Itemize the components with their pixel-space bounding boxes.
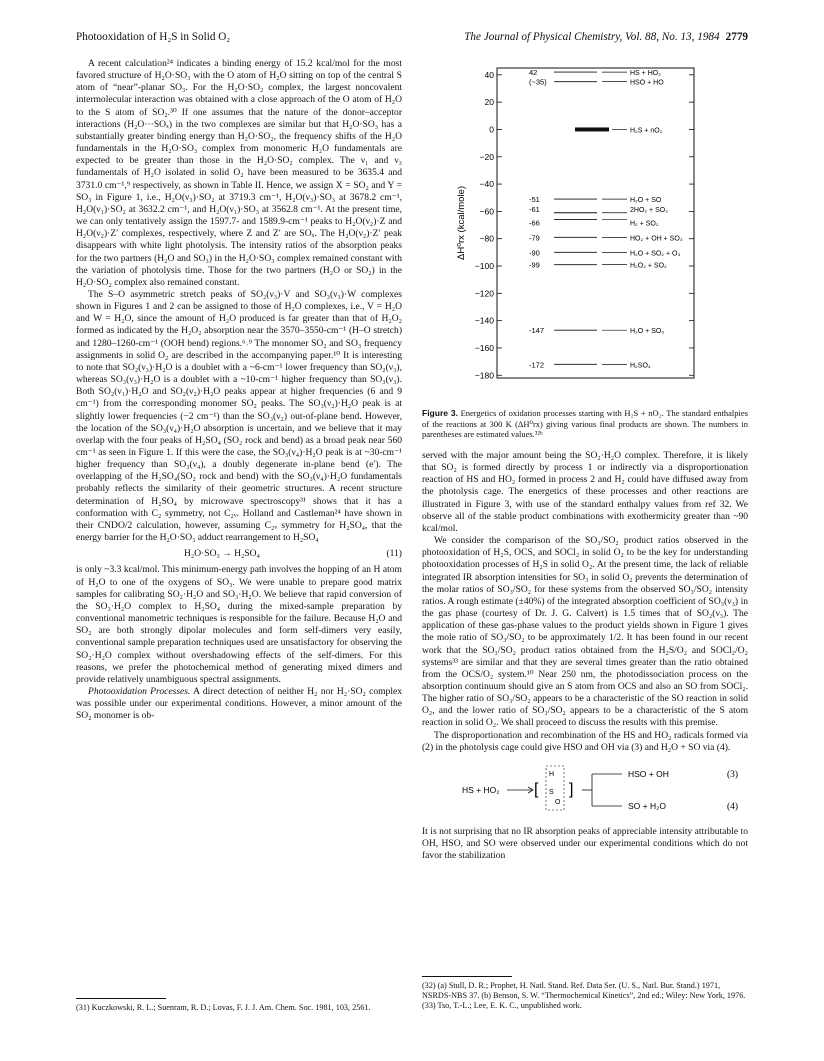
cage-atom: H xyxy=(549,770,555,778)
caption-title: Energetics of oxidation processes starting with H₂S + nO₂. xyxy=(457,408,664,418)
reaction-scheme xyxy=(422,760,748,820)
level-value: -172 xyxy=(529,360,545,370)
y-tick-label: 20 xyxy=(484,97,494,108)
equation-number: (11) xyxy=(386,548,402,560)
journal-citation: The Journal of Physical Chemistry, Vol. 88, No. 13, 1984 xyxy=(464,31,720,43)
level-products: H₂O + SO₃ xyxy=(630,328,665,336)
y-tick-label: −120 xyxy=(474,288,494,299)
product-3: HSO + OH xyxy=(628,768,669,779)
scheme-graphic xyxy=(422,760,748,820)
equation-text: H₂O·SO₃ → H₂SO₄ xyxy=(184,548,260,560)
energy-level-diagram xyxy=(422,58,748,388)
level-value: -90 xyxy=(529,248,540,258)
level-value: -99 xyxy=(529,260,540,270)
level-products: H₂SO₄ xyxy=(630,362,651,370)
footnote-31: (31) Kuczkowski, R. L.; Suenram, R. D.; Lovas, F. J. J. Am. Chem. Soc. 1981, 103, 2561. xyxy=(76,1003,371,1012)
paragraph-text: A direct detection of neither H₂ nor H₂·SO₂ complex was possible under our experimental conditions. However, a minor amount of the SO₂ monomer is ob- xyxy=(76,685,402,722)
y-tick-label: 40 xyxy=(484,69,494,80)
footnote-32: (32) (a) Stull, D. R.; Prophet, H. Natl. Stand. Ref. Data Ser. (U. S., Natl. Bur. Stand.) 1971, NSRDS-NBS 37. (b) Benson, S. W. “Thermochemical Kinetics”, 2nd ed.; Wiley: New York, 1976. xyxy=(422,981,746,1000)
paragraph: is only ~3.3 kcal/mol. This minimum-energy path involves the hopping of an H atom of H₂O to one of the oxygens of SO₃. We were unable to prepare good matrix samples for calibrating SO₂·H₂O and SO₃·H₂O. We believe that rapid conversion of the SO₃·H₂O complex to H₂SO₄ during the mixed-sample preparation by conventional manometric techniques is responsible for the failure. Because H₂O and SO₂ are both strongly dipolar molecules and form self-dimers very easily, conventional sample preparation techniques used are unsatisfactory for observing the SO₂·H₂O complex without overshadowing effects of the self-dimers. For this reasons, we prefer the photochemical method of generating mixed dimers and provide relatively unambiguous spectral assignments. xyxy=(76,564,402,685)
paragraph: served with the major amount being the SO₂·H₂O complex. Therefore, it is likely that SO₂ is formed directly by process 1 or indirectly via a disproportionation reaction of HS and HO₂ formed in process 2 and H₂ could have diffused away from the photolysis cage. The energetics of these processes and other reactions are illustrated in Figure 3, with use of the standard enthalpy values from ref 32. We observe all of the stable product combinations with exothermicity greater than ~90 kcal/mol. xyxy=(422,450,748,534)
y-tick-label: −140 xyxy=(474,315,494,326)
y-tick-label: −180 xyxy=(474,370,494,381)
y-tick-label: −40 xyxy=(479,179,494,190)
page-number: 2779 xyxy=(725,31,748,43)
footnote-rule xyxy=(76,998,166,999)
level-value: (~35) xyxy=(529,77,547,87)
paragraph: The disproportionation and recombination of the HS and HO₂ radicals formed via (2) in the photolysis cage could give HSO and OH via (3) and H₂O + SO via (4). xyxy=(422,729,748,753)
reaction-number-4: (4) xyxy=(727,801,739,812)
cage-atom: O xyxy=(555,798,561,806)
level-products: HO₂ + OH + SO₃ xyxy=(630,235,683,243)
reactant-level xyxy=(575,127,609,131)
left-column xyxy=(76,58,402,722)
y-tick-label: −160 xyxy=(474,342,494,353)
figure-3-caption xyxy=(422,408,748,440)
running-head-left: Photooxidation of H₂S in Solid O₂ xyxy=(76,31,231,43)
y-tick-label: −60 xyxy=(479,206,494,217)
y-tick-label: −80 xyxy=(479,233,494,244)
scheme-reactants: HS + HO₂ xyxy=(462,784,500,795)
level-value: -61 xyxy=(529,204,540,214)
level-value: -51 xyxy=(529,195,540,205)
y-tick-label: 0 xyxy=(489,124,494,135)
level-value: -147 xyxy=(529,326,545,336)
paragraph: A recent calculation²⁴ indicates a binding energy of 15.2 kcal/mol for the most favored structure of H₂O·SO₃ with the O atom of H₂O sitting on top of the central S atom of “near”-planar SO₃. For the H₂O·SO₂ complex, the largest noncovalent intermolecular interaction was obtained with a close approach of the O atom of H₂O to the S atom of SO₂.³⁰ If one assumes that the nature of the donor–acceptor interactions (H₂O···SOₓ) in the two complexes are similar but that H₂O·SO₃ has a substantially greater binding energy than H₂O·SO₂, the frequency shifts of the H₂O fundamentals in the H₂O·SO₃ complex from monomeric H₂O fundamentals are expected to be greater than those in the H₂O·SO₂ complex. The ν₁ and ν₃ fundamentals of H₂O isolated in solid O₂ have been measured to be 3635.4 and 3731.0 cm⁻¹,⁹ respectively, as shown in Table II. Hence, we assign X = SO₂ and Y = SO₃ in Figure 1, i.e., H₂O(ν₃)·SO₂ at 3719.3 cm⁻¹, H₂O(ν₃)·SO₃ at 3678.2 cm⁻¹, H₂O(ν₁)·SO₂ at 3632.2 cm⁻¹, and H₂O(ν₁)·SO₃ at 3562.8 cm⁻¹. At the present time, we can only tentatively assign the 1597.7- and 1589.9-cm⁻¹ peaks to H₂O(ν₂)·Z and H₂O(ν₂)·Z′ complexes, respectively, where Z and Z′ are SOₓ. The H₂O(ν₂)·Z′ peak disappears with white light photolysis. The intensity ratios of the absorption peaks for the two partners (H₂O and SO₃) in the H₂O·SO₃ complex remained constant with the variation of photolysis time. Those for the two partners (H₂O or SO₂) in the H₂O·SO₂ complex also remained constant. xyxy=(76,58,402,288)
figure-3 xyxy=(422,58,748,388)
level-products: 2HO₂ + SO₂ xyxy=(630,206,668,214)
plot-frame xyxy=(497,68,694,378)
right-column xyxy=(422,450,748,862)
product-4: SO + H₂O xyxy=(628,800,667,811)
level-value: 42 xyxy=(529,68,538,78)
paragraph: The S–O asymmetric stretch peaks of SO₂(ν₃)·V and SO₃(ν₃)·W complexes shown in Figures 1 and 2 can be assigned to those of H₂O complexes, i.e., V = H₂O and W = H₂O, since the amount of H₂O produced is far greater than that of H₂O₂ formed as indicated by the H₂O₂ absorption near the 3570–3550-cm⁻¹ (H–O stretch) and 1280–1260-cm⁻¹ (OOH bend) regions.⁶˒⁹ The monomer SO₂ and SO₃ frequency assignments in solid O₂ are described in the accompanying paper.¹⁰ It is interesting to note that SO₂(ν₃)·H₂O is a doublet with a ~6-cm⁻¹ lower frequency than SO₂(ν₃), whereas SO₃(ν₃)·H₂O is a doublet with a ~10-cm⁻¹ higher frequency than SO₃(ν₃). Both SO₂(ν₁)·H₂O and SO₂(ν₂)·H₂O peaks appear at higher frequencies (6 and 9 cm⁻¹) from the corresponding monomer SO₂ peaks. The SO₃(ν₂)·H₂O peak is at slightly lower frequencies (−2 cm⁻¹) than the SO₃(ν₂) out-of-plane bend. However, the location of the SO₃(ν₄)·H₂O absorption is uncertain, and we believe that it may overlap with the four peaks of H₂SO₄ (SO₂ rock and bend) as a broad peak near 560 cm⁻¹ as seen in Figure 1. If this were the case, the SO₃(ν₄)·H₂O peak is at ~30-cm⁻¹ higher frequency than SO₃(ν₄), a doubly degenerate in-plane bend (e′). The overlapping of the H₂SO₄(SO₂ rock and bend) with the SO₃(ν₄)·H₂O fundamentals probably reflects the similarity of their geometric structures. A recent structure determination of H₂SO₄ by microwave spectroscopy³¹ shows that it has a conformation with C₂ symmetry, not C₂ᵥ. Holland and Castleman²⁴ have shown in their CNDO/2 calculation, however, assuming C₂ᵥ symmetry for H₂SO₄, that the energy barrier for the H₂O·SO₃ adduct rearrangement to H₂SO₄ xyxy=(76,288,402,544)
running-head-right xyxy=(464,31,748,43)
level-products: HSO + HO xyxy=(630,79,664,87)
paragraph xyxy=(76,686,402,722)
equation-11 xyxy=(76,548,402,560)
bracket-right: ] xyxy=(569,780,574,798)
bracket-left: [ xyxy=(534,780,539,798)
level-value: -79 xyxy=(529,233,540,243)
level-products: HS + HO₂ xyxy=(630,70,661,78)
level-products: H₂O + SO xyxy=(630,197,662,205)
footnote-33: (33) Tso, T.-L.; Lee, E. K. C., unpublished work. xyxy=(422,1001,582,1010)
paragraph: It is not surprising that no IR absorption peaks of appreciable intensity attributable to OH, HSO, and SO were observed under our experimental conditions which do not favor the stabilization xyxy=(422,825,748,862)
y-tick-label: −100 xyxy=(474,261,494,272)
reaction-number-3: (3) xyxy=(727,769,739,780)
right-footnotes xyxy=(422,976,748,1011)
level-products: H₂O + SO₂ + O₃ xyxy=(630,250,681,258)
y-axis-label: ΔH⁰rx (kcal/mole) xyxy=(456,185,467,261)
level-products: H₂S + nO₂ xyxy=(630,127,663,135)
level-products: H₂ + SO₂ xyxy=(630,220,659,228)
y-tick-label: −20 xyxy=(479,151,494,162)
level-value: -66 xyxy=(529,218,540,228)
footnote-rule xyxy=(422,976,512,977)
section-run-head: Photooxidation Processes. xyxy=(88,685,191,697)
paragraph: We consider the comparison of the SO₃/SO₂ product ratios observed in the photooxidation of H₂S, OCS, and SOCl₂ in solid O₂ to be the key for understanding photooxidation processes of H₂S in solid O₂. At the present time, the lack of reliable integrated IR absorption intensities for SO₃ in solid O₂ prevents the determination of the molar ratios of SO₃/SO₂ for these systems from the observed SO₃/SO₂ intensity ratios. A rough estimate (±40%) of the integrated absorption coefficient of SO₃(ν₃) in the gas phase (courtesy of Dr. J. G. Calvert) is 1.5 times that of SO₂(ν₃). The application of these gas-phase values to the product yields shown in Figure 1 gives the mole ratio of SO₃/SO₂ to be approximately 1/2. It has been found in our recent work that the SO₃/SO₂ product ratios obtained from the H₂S/O₂ and SOCl₂/O₂ systems³³ are similar and that they are several times greater than the ratio obtained from the OCS/O₂ system.¹⁰ Near 250 nm, the photodissociation process on the absorption continuum should give an S atom from OCS and also an SO from SOCl₂. The higher ratio of SO₃/SO₂ appears to be a characteristic of the SO reaction in solid O₂, and the lower ratio of SO₃/SO₂ appears to be a characteristic of the S atom reaction in solid O₂. We shall proceed to discuss the results with this premise. xyxy=(422,535,748,729)
left-footnotes xyxy=(76,990,402,1013)
caption-text: The standard enthalpies of the reactions at 300 K (ΔH⁰rx) giving various final products are shown. The numbers in parentheses are estimated values.³²ᵇ xyxy=(422,408,748,439)
cage-atom: S xyxy=(549,788,554,796)
caption-label: Figure 3. xyxy=(422,408,458,418)
level-products: H₂O₂ + SO₂ xyxy=(630,262,667,270)
